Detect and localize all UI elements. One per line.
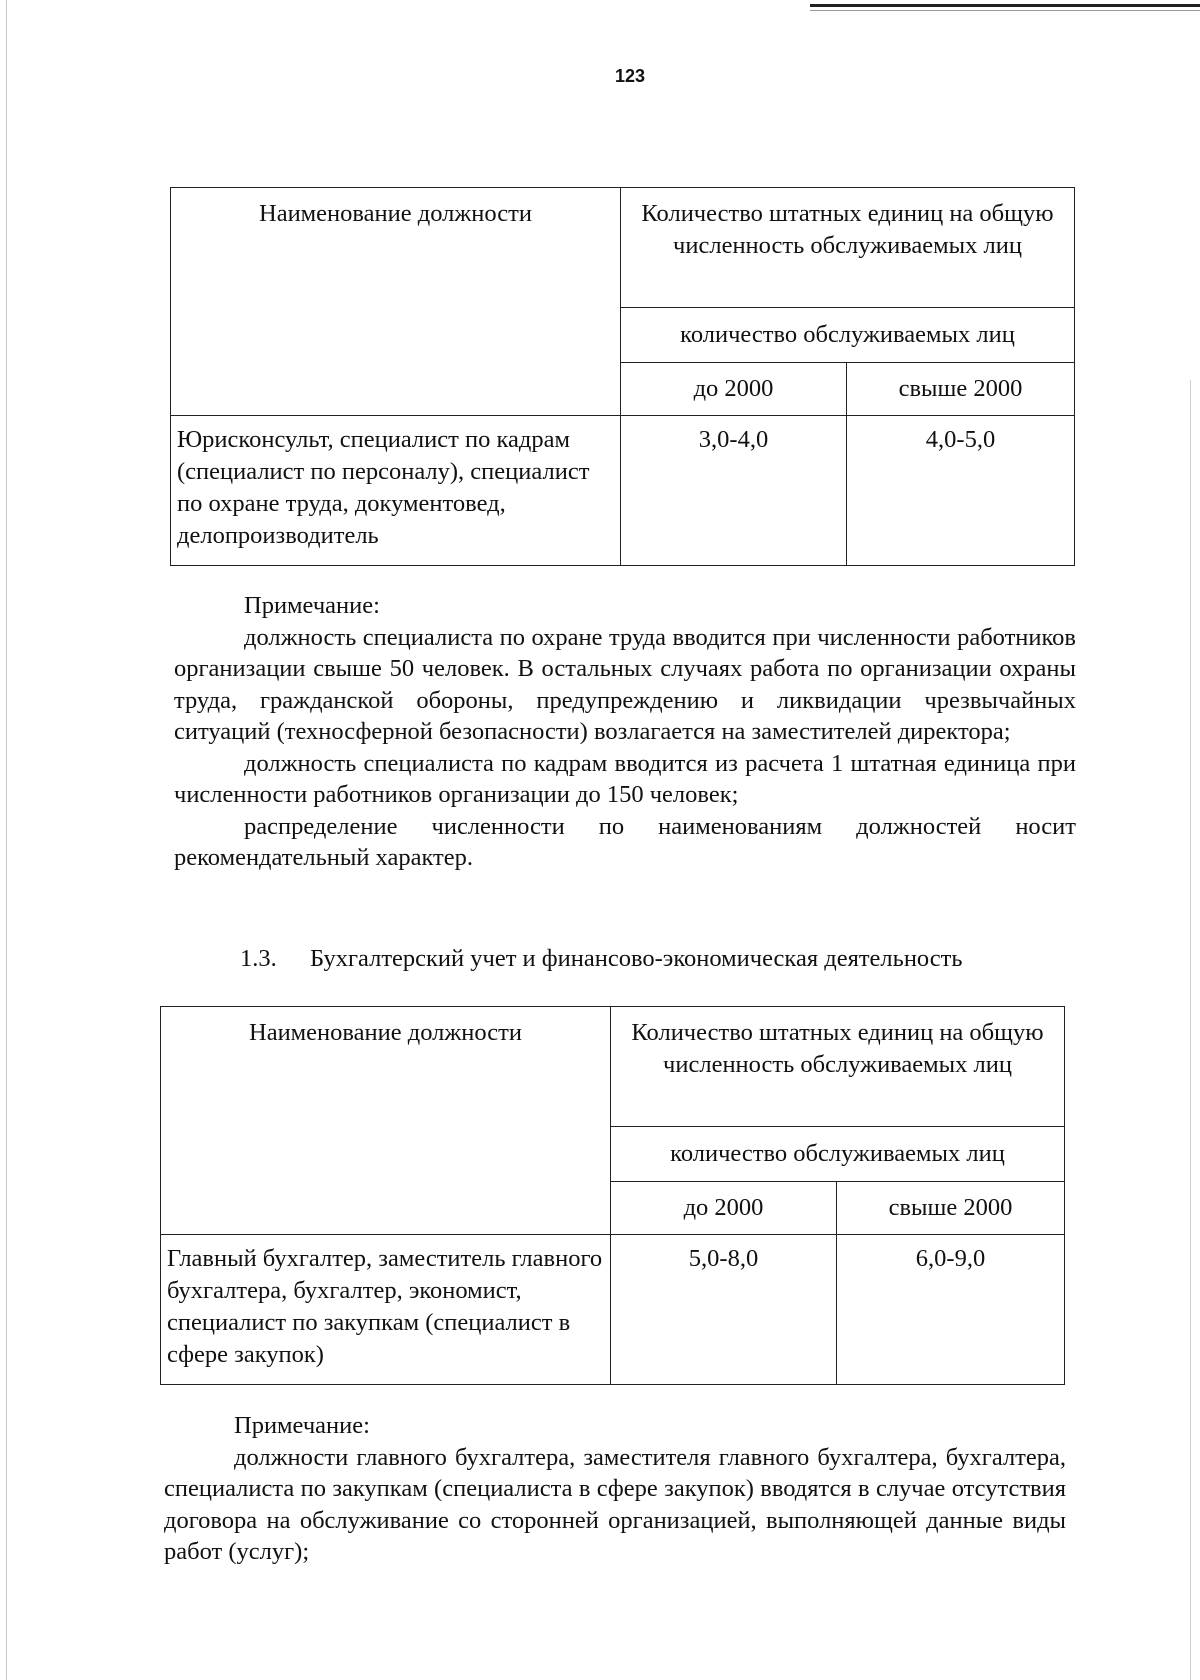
table-row [171, 416, 1075, 566]
section-number: 1.3. [240, 945, 277, 972]
served-persons-header: количество обслуживаемых лиц [621, 308, 1075, 363]
range-low-header: до 2000 [611, 1182, 837, 1235]
scan-edge-right [1190, 380, 1191, 1680]
value-low-cell: 5,0-8,0 [611, 1235, 837, 1385]
note-paragraph: должность специалиста по охране труда вводится при численности работников организации свыше 50 человек. В остальных случаях работа по организации охраны труда, гражданской обороны, предупреждению и ликвидации чрезвычайных ситуаций (техносферной безопасности) возлагается на заместителей директора; [174, 623, 1076, 745]
note-label: Примечание: [234, 1412, 370, 1439]
note-block-2 [164, 1410, 1066, 1568]
staff-table-legal-hr [170, 187, 1075, 566]
note-paragraph: должность специалиста по кадрам вводится из расчета 1 штатная единица при численности работников организации до 150 человек; [174, 749, 1076, 808]
position-column-header: Наименование должности [171, 188, 621, 416]
scan-edge-left [6, 0, 7, 1680]
table-row [161, 1235, 1065, 1385]
positions-cell: Юрисконсульт, специалист по кадрам (специалист по персоналу), специалист по охране труда, документовед, делопроизводитель [171, 416, 621, 566]
note-paragraph: должности главного бухгалтера, заместителя главного бухгалтера, бухгалтера, специалиста по закупкам (специалиста в сфере закупок) вводятся в случае отсутствия договора на обслуживание со сторонней организацией, выполняющей данные виды работ (услуг); [164, 1443, 1066, 1565]
note-label: Примечание: [244, 592, 380, 619]
range-high-header: свыше 2000 [847, 363, 1075, 416]
units-column-header: Количество штатных единиц на общую численность обслуживаемых лиц [621, 188, 1075, 308]
staff-table-accounting [160, 1006, 1065, 1385]
note-block-1 [174, 590, 1076, 874]
value-low-cell: 3,0-4,0 [621, 416, 847, 566]
positions-cell: Главный бухгалтер, заместитель главного бухгалтера, бухгалтер, экономист, специалист по закупкам (специалист в сфере закупок) [161, 1235, 611, 1385]
page-number: 123 [614, 66, 646, 86]
section-heading [240, 943, 963, 975]
value-high-cell: 4,0-5,0 [847, 416, 1075, 566]
position-column-header: Наименование должности [161, 1007, 611, 1235]
section-title: Бухгалтерский учет и финансово-экономическая деятельность [310, 945, 963, 972]
top-border-line-thin [810, 10, 1200, 11]
range-high-header: свыше 2000 [837, 1182, 1065, 1235]
note-paragraph: распределение численности по наименованиям должностей носит рекомендательный характер. [174, 812, 1076, 871]
value-high-cell: 6,0-9,0 [837, 1235, 1065, 1385]
range-low-header: до 2000 [621, 363, 847, 416]
served-persons-header: количество обслуживаемых лиц [611, 1127, 1065, 1182]
units-column-header: Количество штатных единиц на общую численность обслуживаемых лиц [611, 1007, 1065, 1127]
top-border-line [810, 4, 1200, 7]
